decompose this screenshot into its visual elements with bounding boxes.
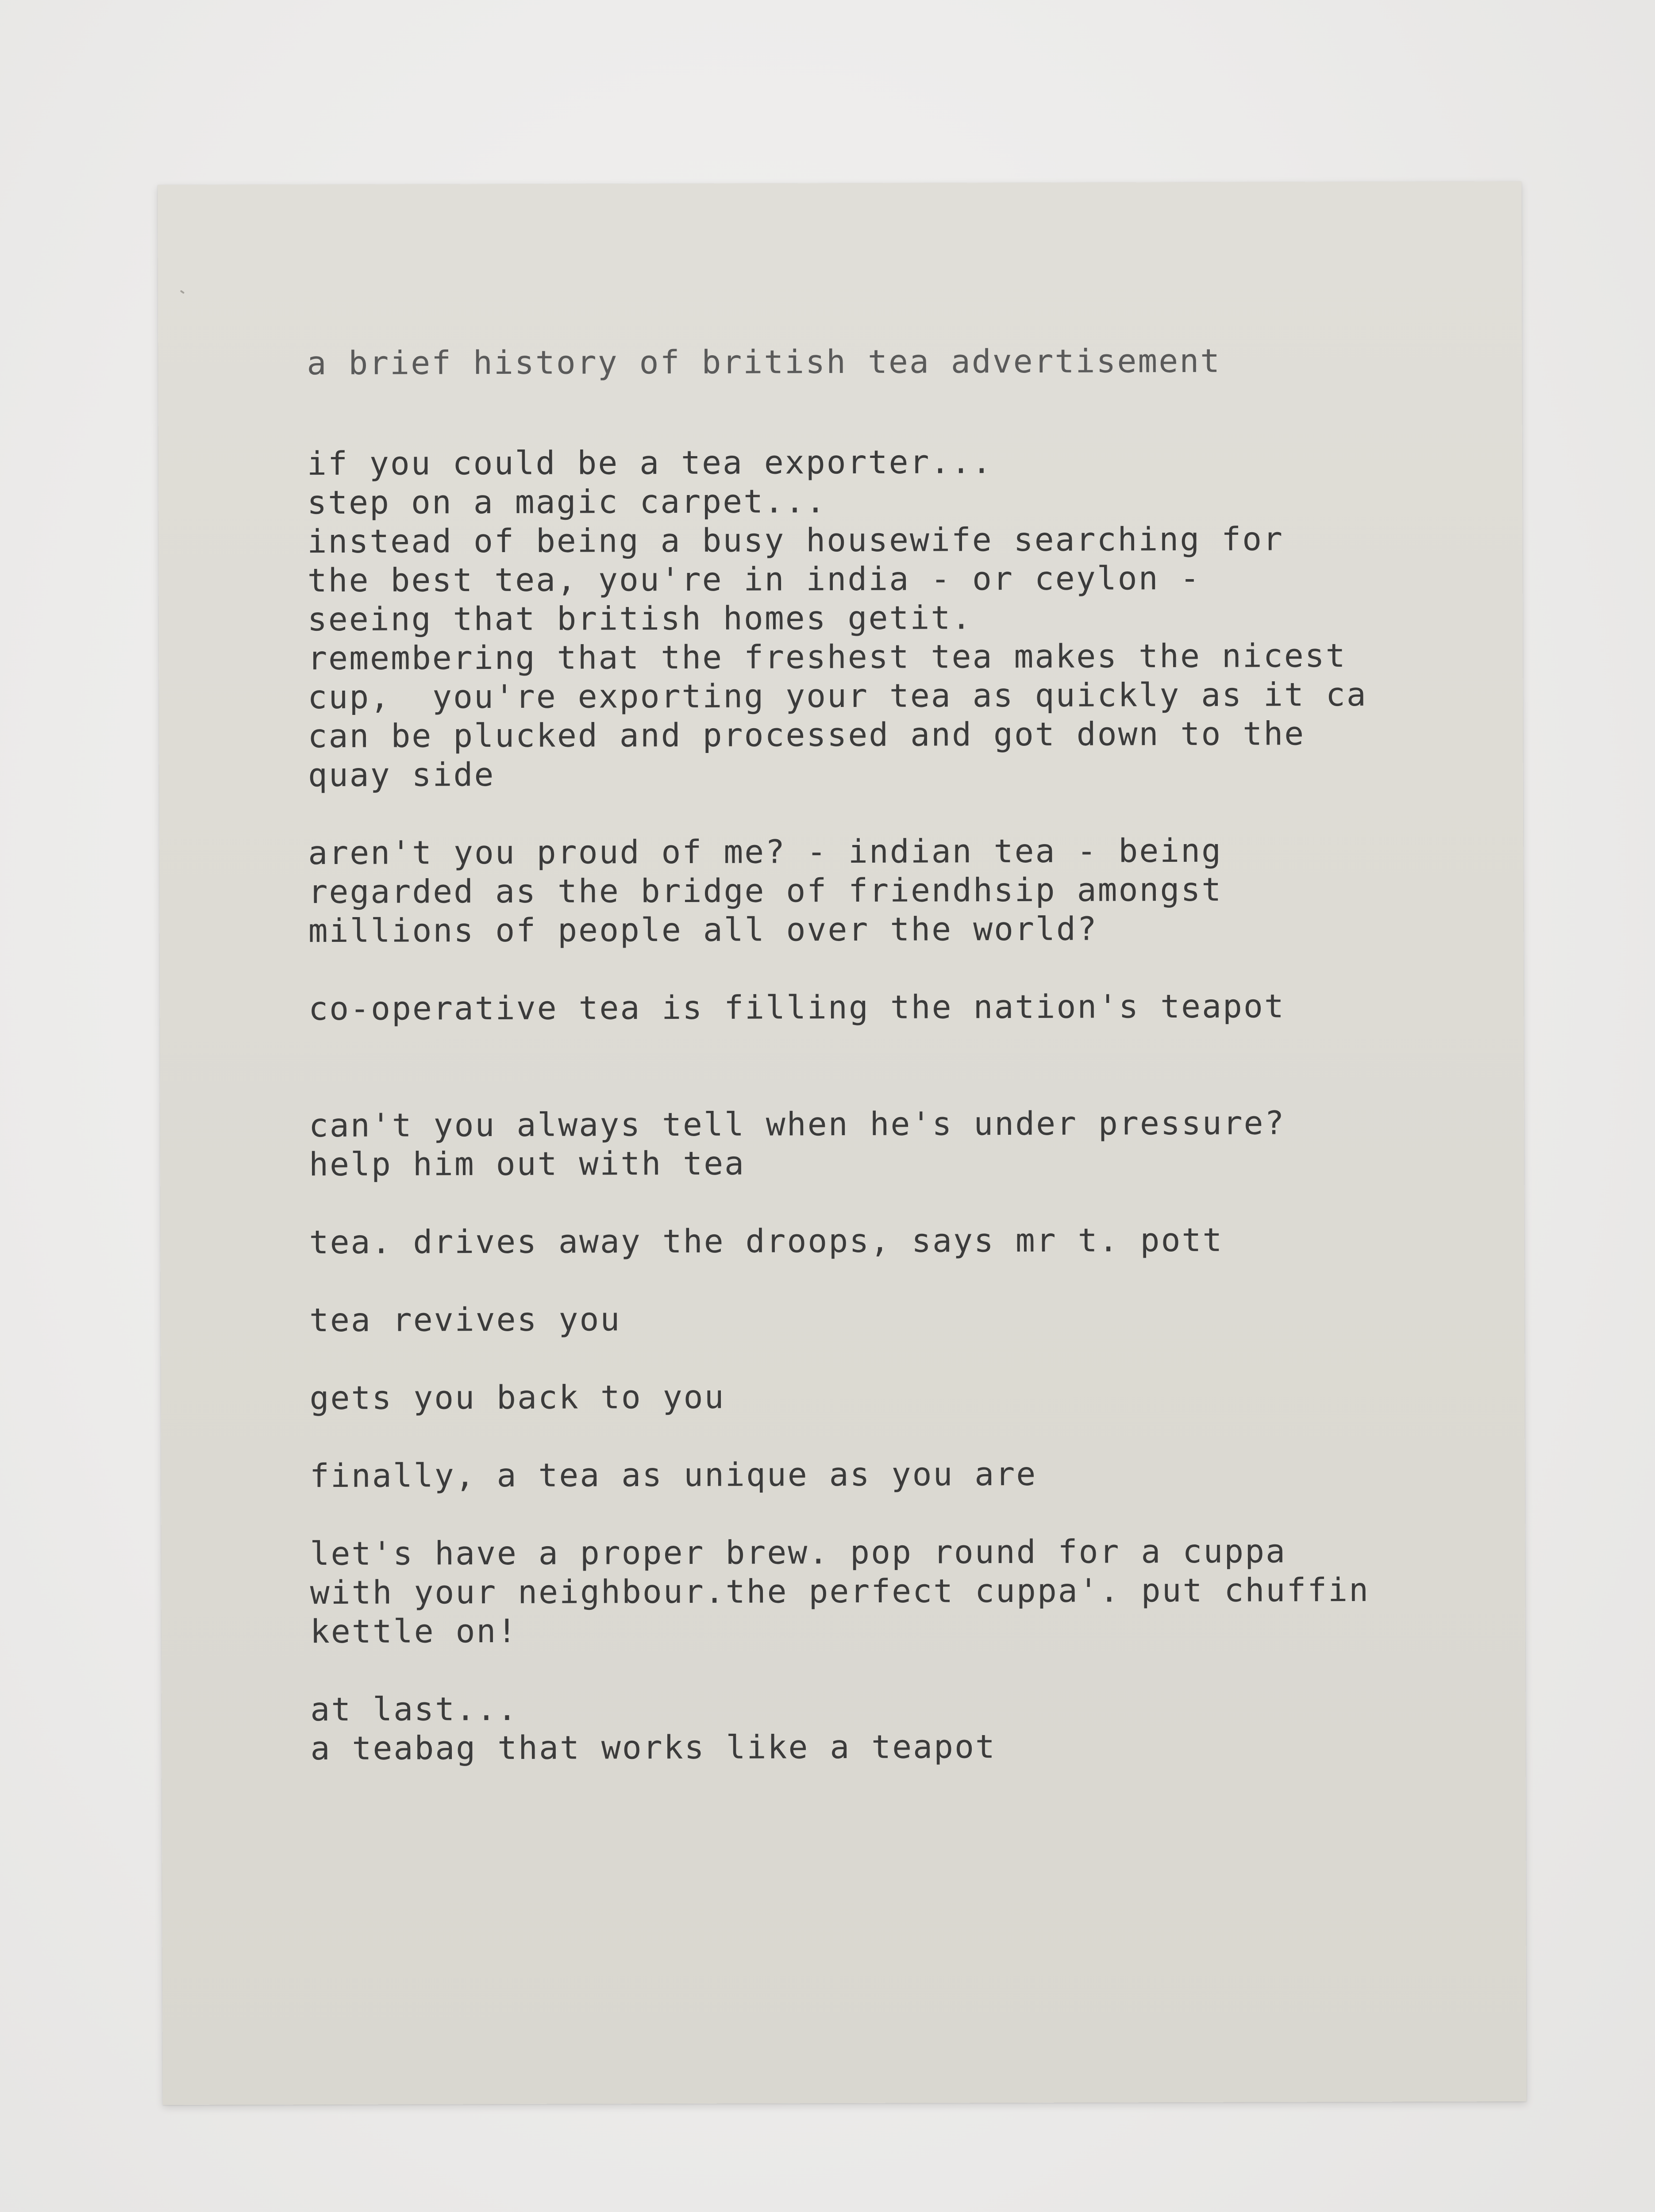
typed-text-block xyxy=(306,181,1505,1768)
text-line: step on a magic carpet... xyxy=(307,483,827,522)
paper-speck xyxy=(180,290,185,294)
text-line: tea. drives away the droops, says mr t. pott xyxy=(309,1221,1224,1262)
text-line: co-operative tea is filling the nation's teapot xyxy=(308,987,1285,1028)
text-line: help him out with tea xyxy=(309,1144,746,1184)
typewritten-sheet xyxy=(158,181,1526,2105)
text-line: a teabag that works like a teapot xyxy=(310,1728,997,1768)
text-line: remembering that the freshest tea makes the nicest xyxy=(308,637,1347,678)
text-line: the best tea, you're in india - or ceylon - xyxy=(307,559,1201,600)
text-line: instead of being a busy housewife searching for xyxy=(307,520,1284,561)
text-line: if you could be a tea exporter... xyxy=(307,443,993,483)
text-line: seeing that british homes getit. xyxy=(307,599,973,639)
document-title: a brief history of british tea advertisement xyxy=(307,342,1221,383)
text-line: finally, a tea as unique as you are xyxy=(309,1455,1037,1495)
text-line: let's have a proper brew. pop round for a cuppa xyxy=(310,1532,1287,1573)
text-line: gets you back to you xyxy=(309,1378,725,1417)
text-line: millions of people all over the world? xyxy=(308,910,1098,950)
text-line: aren't you proud of me? - indian tea - being xyxy=(308,832,1223,872)
text-line: at last... xyxy=(310,1690,518,1729)
text-line: with your neighbour.the perfect cuppa'. put chuffin xyxy=(310,1571,1370,1612)
text-line: tea revives you xyxy=(309,1301,621,1340)
text-line: can be plucked and processed and got down to the xyxy=(308,715,1305,756)
text-line: regarded as the bridge of friendhsip amongst xyxy=(308,871,1223,911)
text-line: kettle on! xyxy=(310,1612,518,1651)
text-line: cup, you're exporting your tea as quickly as it ca xyxy=(308,676,1367,717)
text-line: quay side xyxy=(308,756,495,795)
text-line: can't you always tell when he's under pressure? xyxy=(308,1104,1286,1145)
